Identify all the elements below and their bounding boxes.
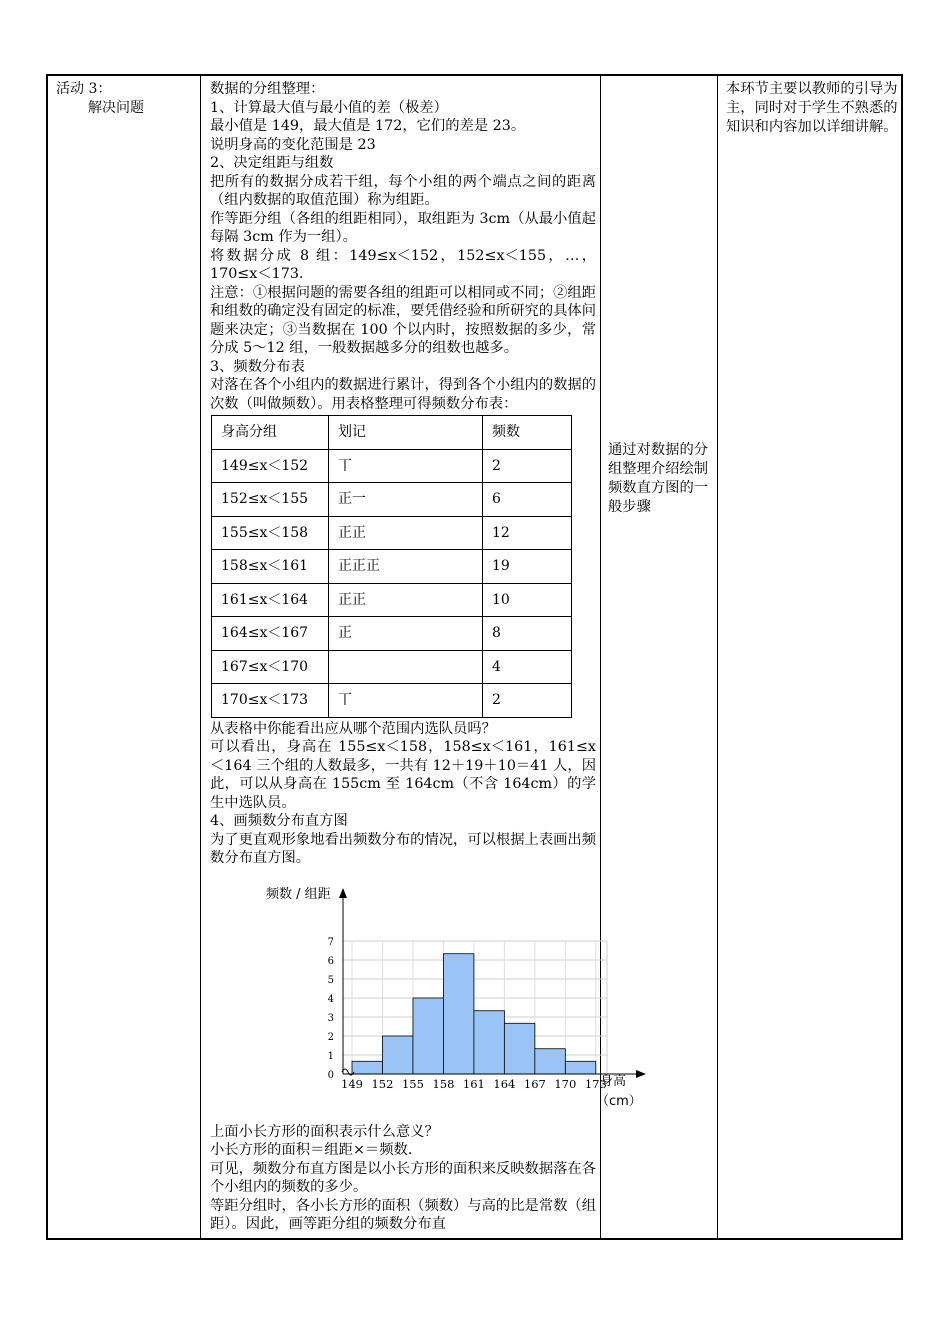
table-cell: 丅	[329, 684, 483, 718]
y-tick-label: 2	[327, 1031, 334, 1043]
activity-title: 解决问题	[88, 100, 144, 116]
activity-number: 活动 3：	[56, 81, 112, 97]
section-heading: 4、画频数分布直方图	[210, 813, 348, 829]
y-tick-label: 0	[327, 1069, 334, 1081]
table-cell	[329, 650, 483, 684]
table-row	[212, 483, 572, 517]
table-cell: 正正	[329, 583, 483, 617]
x-axis-unit: （cm）	[596, 1093, 642, 1109]
histogram-svg	[210, 868, 642, 1123]
table-cell: 8	[483, 617, 572, 651]
activity-column	[56, 80, 196, 118]
text-line: 1、计算最大值与最小值的差（极差）	[210, 99, 448, 116]
x-axis-label: 身高	[600, 1073, 627, 1089]
table-cell: 19	[483, 550, 572, 584]
paragraph: 注意：①根据问题的需要各组的组距可以相同或不同；②组距和组数的确定没有固定的标准，要凭借经验和所研究的具体问题来决定；③当数据在 100 个以内时，按照数据的多少，常分成 5～12 组，一般数据越多分的组数也越多。	[210, 284, 597, 356]
table-cell: 2	[483, 449, 572, 483]
table-cell: 167≤x＜170	[212, 650, 329, 684]
paragraph: 为了更直观形象地看出频数分布的情况，可以根据上表画出频数分布直方图。	[210, 831, 597, 866]
y-tick-label: 3	[327, 1012, 334, 1024]
table-row	[212, 516, 572, 550]
y-tick-label: 1	[327, 1050, 334, 1062]
table-header: 身高分组	[212, 416, 329, 450]
x-tick-label: 173	[584, 1076, 607, 1091]
y-tick-label: 4	[327, 993, 334, 1005]
paragraph: 小长方形的面积＝组距×＝频数.	[210, 1142, 413, 1158]
table-cell: 161≤x＜164	[212, 583, 329, 617]
x-tick-label: 167	[523, 1076, 546, 1091]
y-tick-label: 6	[327, 955, 334, 967]
question: 上面小长方形的面积表示什么意义？	[210, 1123, 439, 1140]
table-header-row	[212, 416, 572, 450]
lesson-plan-table	[46, 74, 903, 1240]
table-row	[212, 583, 572, 617]
histogram-bar	[382, 1036, 412, 1074]
table-header: 划记	[329, 416, 483, 450]
histogram-chart	[210, 868, 642, 1123]
question: 从表格中你能看出应从哪个范围内选队员吗？	[210, 720, 496, 737]
table-cell: 4	[483, 650, 572, 684]
paragraph: 作等距分组（各组的组距相同），取组距为 3cm（从最小值起每隔 3cm 作为一组）。	[210, 210, 596, 245]
y-tick-label: 5	[327, 974, 334, 986]
histogram-bar	[413, 998, 443, 1074]
table-row	[212, 449, 572, 483]
text-line: 数据的分组整理：	[210, 81, 325, 97]
text-line: 2、决定组距与组数	[210, 155, 334, 171]
y-axis-arrow	[339, 888, 347, 898]
table-header: 频数	[483, 416, 572, 450]
x-tick-label: 170	[554, 1076, 577, 1091]
histogram-bar	[352, 1061, 382, 1074]
content-column	[210, 80, 642, 1234]
paragraph: 对落在各个小组内的数据进行累计，得到各个小组内的数据的次数（叫做频数）。用表格整理可得频数分布表：	[210, 377, 597, 412]
table-cell: 12	[483, 516, 572, 550]
histogram-bar	[565, 1061, 595, 1074]
x-tick-label: 149	[341, 1076, 363, 1091]
x-tick-label: 161	[462, 1076, 485, 1091]
paragraph: 可见，频数分布直方图是以小长方形的面积来反映数据落在各个小组内的频数的多少。	[210, 1160, 597, 1195]
x-tick-label: 164	[493, 1076, 516, 1091]
table-cell: 149≤x＜152	[212, 449, 329, 483]
paragraph: 将数据分成 8 组：149≤x＜152，152≤x＜155，…，170≤x＜173.	[210, 247, 596, 282]
column-divider-3	[717, 76, 718, 1238]
table-cell: 155≤x＜158	[212, 516, 329, 550]
x-tick-label: 155	[401, 1076, 424, 1091]
y-axis-label: 频数 / 组距	[266, 886, 331, 902]
table-cell: 正正	[329, 516, 483, 550]
table-cell: 2	[483, 684, 572, 718]
notes-text: 本环节主要以教师的引导为主，同时对于学生不熟悉的知识和内容加以详细讲解。	[726, 81, 898, 135]
table-cell: 170≤x＜173	[212, 684, 329, 718]
design-intent-column	[608, 441, 718, 517]
bar-layer	[352, 953, 596, 1073]
histogram-bar	[535, 1048, 565, 1073]
section-heading: 3、频数分布表	[210, 358, 305, 375]
x-axis-arrow	[636, 1070, 646, 1078]
text-line: 说明身高的变化范围是 23	[210, 136, 376, 153]
x-tick-label: 158	[432, 1076, 455, 1091]
paragraph: 把所有的数据分成若干组，每个小组的两个端点之间的距离（组内数据的取值范围）称为组距。	[210, 173, 596, 208]
table-cell: 164≤x＜167	[212, 617, 329, 651]
x-tick-label: 152	[371, 1076, 394, 1091]
histogram-bar	[443, 953, 473, 1073]
table-cell: 正正正	[329, 550, 483, 584]
histogram-bar	[504, 1023, 534, 1074]
y-tick-label: 7	[327, 936, 334, 948]
table-cell: 158≤x＜161	[212, 550, 329, 584]
table-cell: 正一	[329, 483, 483, 517]
table-cell: 正	[329, 617, 483, 651]
table-cell: 6	[483, 483, 572, 517]
histogram-bar	[474, 1010, 504, 1073]
paragraph: 可以看出，身高在 155≤x＜158，158≤x＜161，161≤x＜164 三个组的人数最多，一共有 12＋19＋10＝41 人，因此，可以从身高在 155cm 至 164cm（不含 164cm）的学生中选队员。	[210, 739, 596, 811]
column-divider-2	[600, 76, 601, 1238]
design-intent-text: 通过对数据的分组整理介绍绘制频数直方图的一般步骤	[608, 442, 709, 515]
frequency-table	[211, 415, 572, 718]
paragraph: 等距分组时，各小长方形的面积（频数）与高的比是常数（组距）。因此，画等距分组的频数分布直	[210, 1197, 597, 1232]
table-cell: 152≤x＜155	[212, 483, 329, 517]
table-row	[212, 550, 572, 584]
table-cell: 10	[483, 583, 572, 617]
column-divider-1	[200, 76, 201, 1238]
notes-column	[726, 80, 901, 137]
table-row	[212, 684, 572, 718]
table-cell: 丅	[329, 449, 483, 483]
table-row	[212, 650, 572, 684]
text-line: 最小值是 149，最大值是 172，它们的差是 23。	[210, 118, 526, 134]
table-row	[212, 617, 572, 651]
